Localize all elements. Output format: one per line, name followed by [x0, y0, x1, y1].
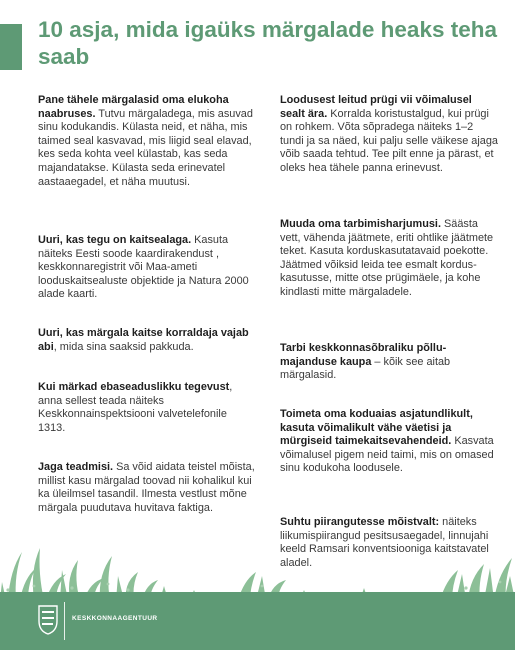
tip-10-lead: Suhtu piirangutesse mõistvalt: [280, 516, 440, 528]
agency-name: KESKKONNAAGENTUUR [72, 615, 158, 622]
title-accent-bar [0, 24, 22, 70]
tip-8-lead: Tarbi keskkonnasõbraliku põllumajanduse kaupa [280, 342, 447, 368]
tip-6 [280, 94, 498, 176]
tip-9-lead: Toimeta oma koduaias asjatundlikult, kasuta võimalikult vähe väetisi ja mürgiseid taimekaitsevahendeid. [280, 408, 473, 448]
tip-7-body: Säästa vett, vähenda jäätmete, eriti ohtlike jäätmete teket. Kasuta korduskasutatavaid poekotte. Jäätmed võiksid leida tee esmalt korduskasutusse, mitte otse prügimäele, ja kohe kindlasti mitte märgaladele. [280, 218, 494, 298]
tip-5-lead: Jaga teadmisi. [38, 461, 114, 473]
tip-9 [280, 408, 498, 476]
tip-1-lead: Pane tähele märgalasid oma elukoha naabruses. [38, 94, 229, 120]
tip-6-lead: Loodusest leitud prügi vii võimalusel sealt ära. [280, 94, 472, 120]
tip-3-body: , mida sina saaksid pakkuda. [53, 340, 194, 353]
tip-2 [38, 234, 256, 302]
tip-6-body: Korralda koristustalgud, kui prügi on rohkem. Võta sõpradega näiteks 1–2 tundi ja sa näed, kui palju selle väikese ajaga võib saada tehtud. Tee pilt enne ja pärast, et oleks hea tähele panna erinevust. [280, 107, 498, 174]
tip-4 [38, 381, 256, 435]
page-title: 10 asja, mida igaüks märgalade heaks teha saab [38, 17, 497, 69]
tip-7-lead: Muuda oma tarbimisharjumusi. [280, 218, 441, 230]
tip-5 [38, 461, 256, 515]
tip-7 [280, 218, 498, 300]
estonian-coat-of-arms-icon [38, 605, 58, 635]
tip-2-body: Kasuta näiteks Eesti soode kaardirakendust , keskkonnaregistrit või Maa-ameti looduskaitsealuste objektide ja Natura 2000 alade kaarti. [38, 234, 249, 301]
footer-divider [64, 602, 65, 640]
tip-1-body: Tutvu märgaladega, mis asuvad sinu kodukandis. Külasta neid, et näha, mis taimed seal kasvavad, mis liigid seal elavad, kes seda kohta veel külastab, kas seda majandatakse. Külasta seda erinevatel aastaaegadel, et näha muutusi. [38, 107, 253, 188]
tip-8 [280, 342, 498, 383]
tip-3-lead: Uuri, kas märgala kaitse korraldaja vajab abi [38, 327, 249, 353]
footer-band [0, 592, 515, 650]
tip-9-body: Kasvata võimalusel pigem neid taimi, mis on omased sinu kodukoha loodusele. [280, 435, 494, 475]
grass-illustration [0, 530, 515, 600]
tip-3 [38, 327, 256, 354]
tip-2-lead: Uuri, kas tegu on kaitsealaga. [38, 234, 192, 246]
tip-5-body: Sa võid aidata teistel mõista, millist kasu märgalad toovad nii kohalikul kui ka üleilmsel tasandil. Ilmesta vestlust mõne märgala puudutava huvitava faktiga. [38, 461, 255, 514]
tip-4-lead: Kui märkad ebaseaduslikku tegevust [38, 381, 230, 393]
tip-10-body: näiteks liikumispiirangud pesitsusaegadel, linnujahi keeld Ramsari konventsiooniga kaitstavatel aladel. [280, 516, 489, 569]
tip-4-body: , anna sellest teada näiteks Keskkonnainspektsiooni valvetelefonile 1313. [38, 381, 233, 434]
tip-8-body: – kõik see aitab märgalasid. [280, 355, 451, 382]
tip-1 [38, 94, 256, 189]
